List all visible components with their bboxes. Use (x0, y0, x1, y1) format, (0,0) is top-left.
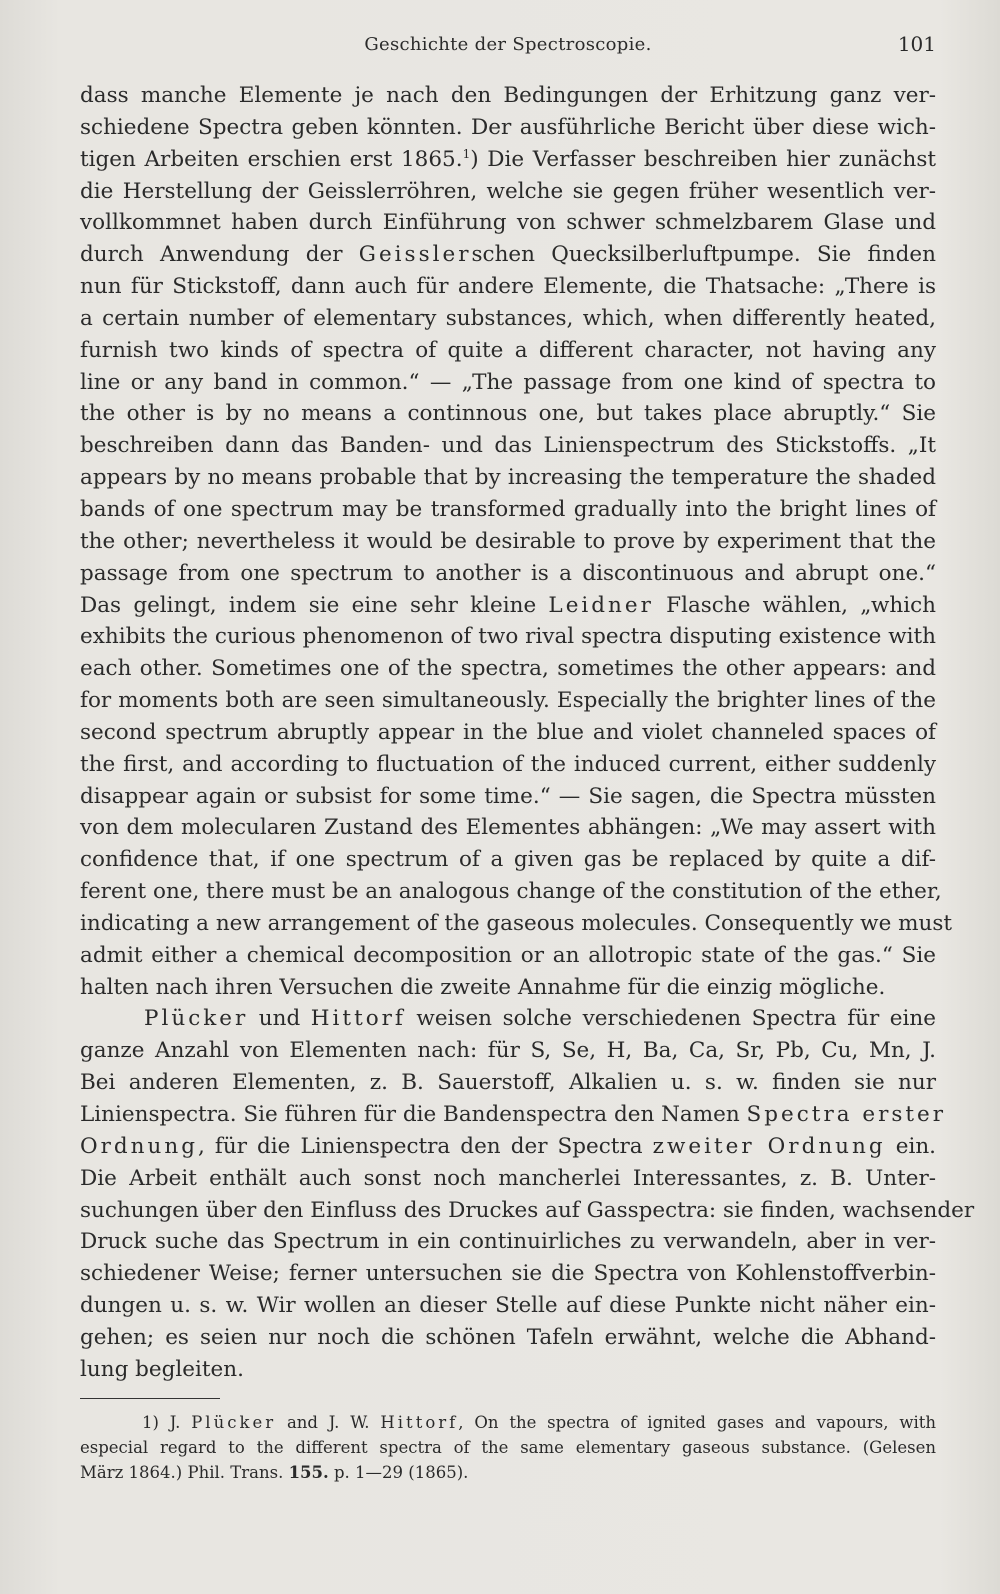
footnote-line: 1) J. Plücker and J. W. Hittorf, On the spectra of ignited gases and vapours, with (142, 1413, 937, 1432)
text-line: appears by no means probable that by increasing the temperature the shaded (80, 465, 936, 491)
footnote-line: especial regard to the different spectra of the same elementary gaseous substance. (Gelesen (80, 1438, 936, 1457)
text-line: Das gelingt, indem sie eine sehr kleine Leidner Flasche wählen, „which (80, 592, 937, 618)
text-line: admit either a chemical decomposition or an allotropic state of the gas.“ Sie (80, 942, 936, 968)
text-line: the first, and according to fluctuation of the induced current, either suddenly (80, 751, 936, 777)
text-line: ganze Anzahl von Elementen nach: für S, Se, H, Ba, Ca, Sr, Pb, Cu, Mn, J. (80, 1038, 936, 1064)
text-line: Druck suche das Spectrum in ein continuirliches zu verwandeln, aber in ver- (80, 1229, 936, 1255)
emphasized-term: Ordnung (80, 1133, 198, 1159)
text-line: bands of one spectrum may be transformed gradually into the bright lines of (80, 496, 936, 522)
person-name: Leidner (548, 592, 654, 618)
person-name: Geissler (358, 242, 472, 268)
person-name: Plücker (191, 1413, 277, 1432)
text-line: Die Arbeit enthält auch sonst noch mancherlei Interessantes, z. B. Unter- (80, 1165, 936, 1191)
emphasized-term: Spectra erster (746, 1102, 947, 1127)
text-line: second spectrum abruptly appear in the blue and violet channeled spaces of (80, 719, 936, 745)
text-line: dungen u. s. w. Wir wollen an dieser Stelle auf diese Punkte nicht näher ein- (80, 1293, 936, 1319)
text-line: gehen; es seien nur noch die schönen Tafeln erwähnt, welche die Abhand- (80, 1324, 936, 1350)
text-line: von dem molecularen Zustand des Elementes abhängen: „We may assert with (80, 815, 936, 841)
text-line: tigen Arbeiten erschien erst 1865.$^1$) Die Verfasser beschreiben hier zunächst (80, 146, 936, 172)
footnote-divider (80, 1398, 220, 1399)
text-line: schiedener Weise; ferner untersuchen sie die Spectra von Kohlenstoffverbin- (80, 1261, 936, 1287)
text-line: Ordnung, für die Linienspectra den der Spectra zweiter Ordnung ein. (80, 1133, 937, 1159)
text-line: schiedene Spectra geben könnten. Der ausführliche Bericht über diese wich- (80, 114, 936, 140)
text-line: nun für Stickstoff, dann auch für andere Elemente, die Thatsache: „There is (80, 274, 936, 300)
person-name: Hittorf (310, 1006, 406, 1032)
body-text (80, 80, 975, 1386)
text-line: halten nach ihren Versuchen die zweite Annahme für die einzig mögliche. (80, 974, 886, 1000)
text-line: confidence that, if one spectrum of a given gas be replaced by quite a dif- (80, 847, 936, 873)
text-line: exhibits the curious phenomenon of two rival spectra disputing existence with (80, 624, 936, 650)
text-line: vollkommnet haben durch Einführung von schwer schmelzbarem Glase und (80, 210, 936, 236)
page-number: 101 (897, 32, 936, 56)
text-line: ferent one, there must be an analogous change of the constitution of the ether, (80, 879, 942, 905)
text-line: beschreiben dann das Banden- und das Linienspectrum des Stickstoffs. „It (80, 433, 936, 459)
footnote (80, 1410, 936, 1485)
text-line: durch Anwendung der Geisslerschen Quecksilberluftpumpe. Sie finden (80, 242, 936, 268)
text-line: lung begleiten. (80, 1356, 244, 1382)
text-line: indicating a new arrangement of the gaseous molecules. Consequently we must (80, 910, 953, 936)
text-line: line or any band in common.“ — „The passage from one kind of spectra to (80, 369, 936, 395)
text-line: the other; nevertheless it would be desirable to prove by experiment that the (80, 528, 936, 554)
text-line: Bei anderen Elementen, z. B. Sauerstoff, Alkalien u. s. w. finden sie nur (80, 1070, 936, 1096)
text-line: for moments both are seen simultaneously. Especially the brighter lines of the (80, 688, 936, 714)
person-name: Plücker (144, 1006, 249, 1032)
text-line: disappear again or subsist for some time.“ — Sie sagen, die Spectra müssten (80, 783, 936, 809)
footnote-marker: 1 (462, 146, 471, 161)
volume-number: 155. (288, 1463, 329, 1482)
person-name: Hittorf (380, 1413, 459, 1432)
running-head (80, 28, 936, 64)
text-line: suchungen über den Einfluss des Druckes auf Gasspectra: sie finden, wachsender (80, 1197, 975, 1223)
text-line: Linienspectra. Sie führen für die Bandenspectra den Namen Spectra erster (80, 1102, 947, 1127)
text-line: passage from one spectrum to another is a discontinuous and abrupt one.“ (80, 560, 936, 586)
text-line: each other. Sometimes one of the spectra, sometimes the other appears: and (80, 656, 936, 682)
text-line: a certain number of elementary substances, which, when differently heated, (80, 305, 936, 331)
text-line: the other is by no means a continnous one, but takes place abruptly.“ Sie (80, 401, 936, 427)
running-head-title: Geschichte der Spectroscopie. (364, 34, 652, 55)
text-line: die Herstellung der Geisslerröhren, welche sie gegen früher wesentlich ver- (80, 178, 936, 204)
footnote-line: März 1864.) Phil. Trans. 155. p. 1—29 (1865). (80, 1463, 469, 1482)
emphasized-term: zweiter Ordnung (652, 1133, 886, 1159)
text-line: Plücker und Hittorf weisen solche verschiedenen Spectra für eine (144, 1006, 936, 1032)
text-line: dass manche Elemente je nach den Bedingungen der Erhitzung ganz ver- (80, 83, 936, 108)
text-line: furnish two kinds of spectra of quite a different character, not having any (80, 337, 936, 363)
